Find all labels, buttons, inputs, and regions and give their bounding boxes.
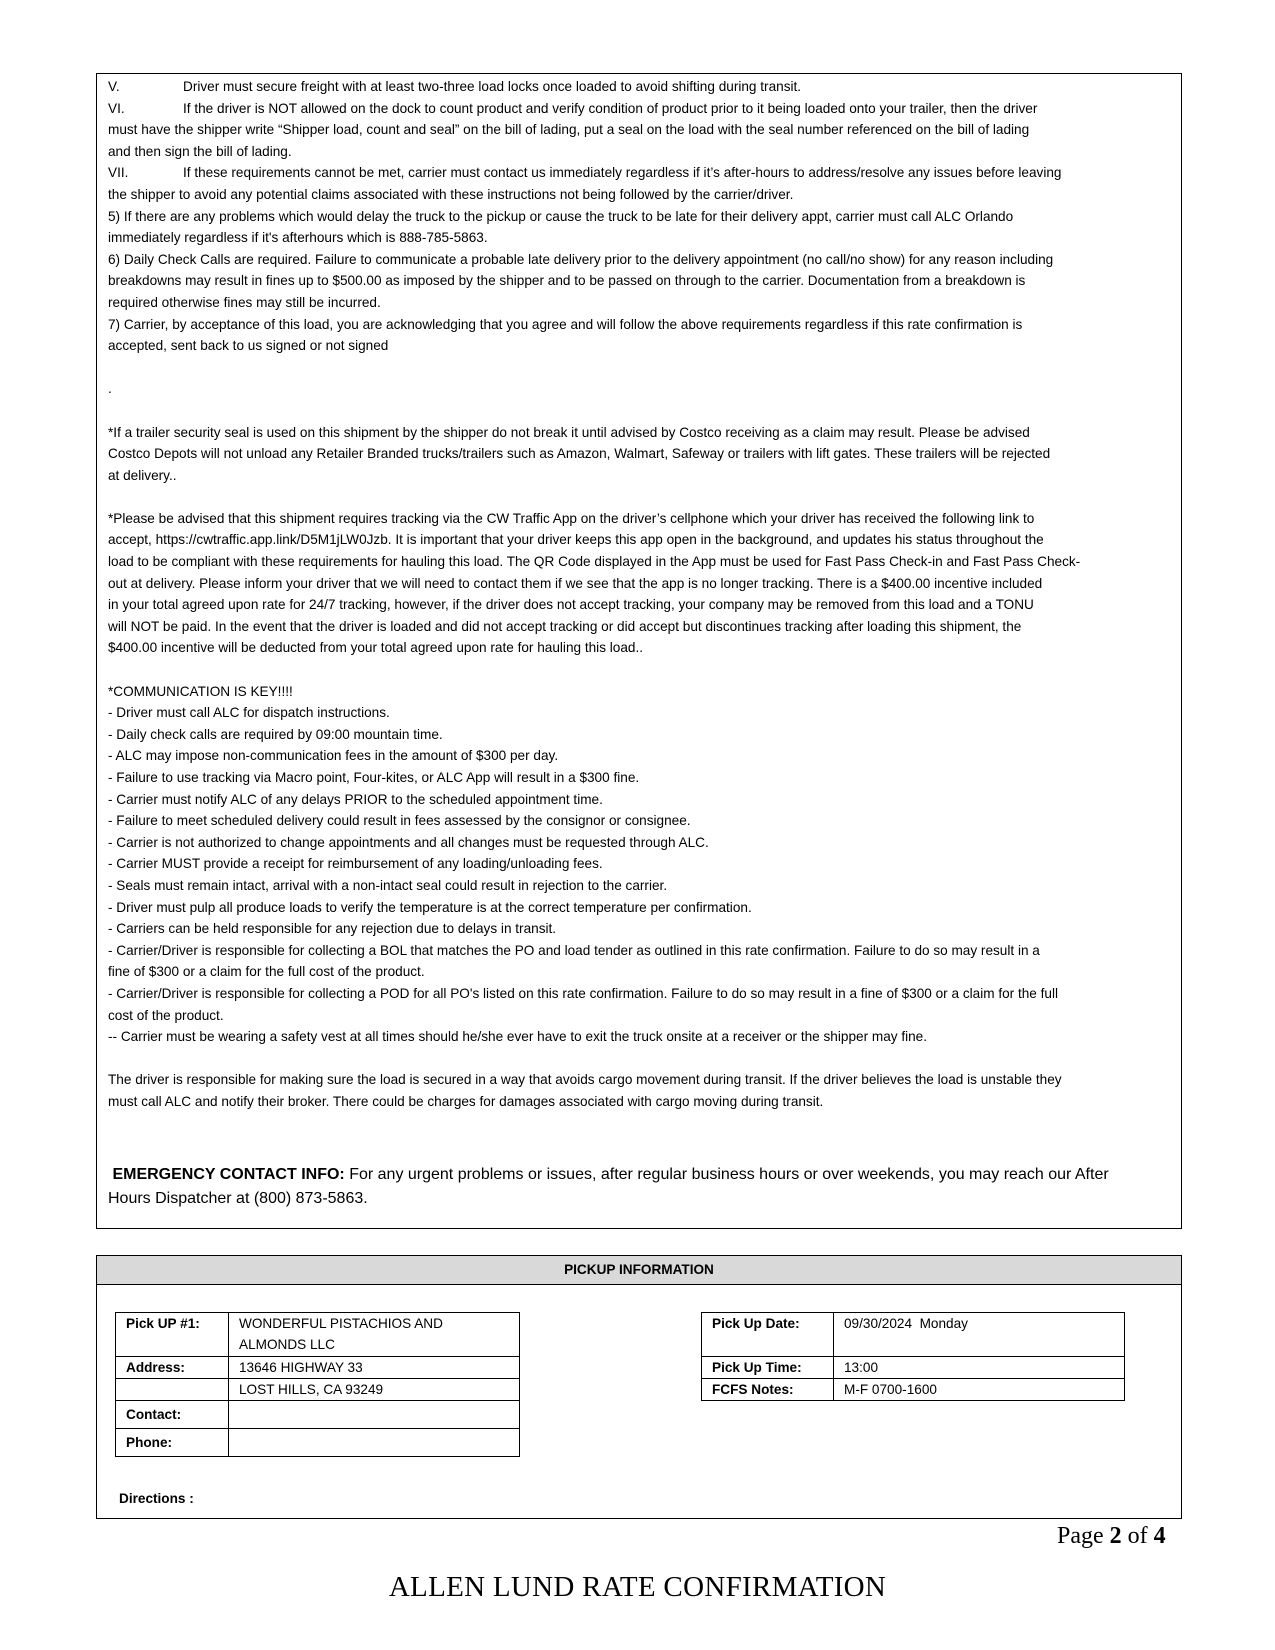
communication-item: - Carrier must notify ALC of any delays PRIOR to the scheduled appointment time. bbox=[108, 791, 603, 807]
communication-item: - Failure to meet scheduled delivery could result in fees assessed by the consignor or consignee. bbox=[108, 813, 691, 829]
pick-up-time-label: Pick Up Time: bbox=[702, 1357, 834, 1379]
table-row bbox=[116, 1429, 520, 1457]
table-row bbox=[702, 1379, 1125, 1401]
pick-up-date-label: Pick Up Date: bbox=[702, 1313, 834, 1357]
seal-note: at delivery.. bbox=[108, 467, 177, 483]
tracking-note: accept, https://cwtraffic.app.link/D5M1jLW0Jzb. It is important that your driver keeps this app open in the background, and updates his status throughout the bbox=[108, 532, 1044, 548]
phone-label: Phone: bbox=[116, 1429, 229, 1457]
term-text: and then sign the bill of lading. bbox=[108, 143, 292, 159]
communication-item: - Carrier MUST provide a receipt for reimbursement of any loading/unloading fees. bbox=[108, 856, 603, 872]
term-item-6: breakdowns may result in fines up to $500.00 as imposed by the shipper and to be passed on through to the carrier. Documentation from a breakdown is bbox=[108, 273, 1026, 289]
emergency-text: Hours Dispatcher at (800) 873-5863. bbox=[108, 1189, 368, 1207]
tracking-note: *Please be advised that this shipment requires tracking via the CW Traffic App on the driver’s cellphone which your driver has received the following link to bbox=[108, 510, 1035, 526]
term-item-6: 6) Daily Check Calls are required. Failure to communicate a probable late delivery prior to the delivery appointment (no call/no show) for any reason including bbox=[108, 251, 1054, 267]
communication-item: - Carriers can be held responsible for any rejection due to delays in transit. bbox=[108, 921, 557, 937]
table-row bbox=[116, 1313, 520, 1357]
phone-value bbox=[229, 1429, 520, 1457]
address-line2: LOST HILLS, CA 93249 bbox=[229, 1379, 520, 1401]
term-text: Driver must secure freight with at least two-three load locks once loaded to avoid shifting during transit. bbox=[183, 79, 802, 94]
table-row bbox=[702, 1357, 1125, 1379]
separator-dot: . bbox=[108, 381, 112, 397]
communication-item: - Seals must remain intact, arrival with a non-intact seal could result in rejection to the carrier. bbox=[108, 877, 668, 893]
term-item-5: immediately regardless if it's afterhours which is 888-785-5863. bbox=[108, 230, 488, 246]
tracking-note: $400.00 incentive will be deducted from your total agreed upon rate for hauling this load.. bbox=[108, 640, 644, 656]
term-text: If these requirements cannot be met, carrier must contact us immediately regardless if it’s after-hours to address/resolve any issues before leaving bbox=[183, 165, 1062, 181]
table-row bbox=[116, 1357, 520, 1379]
communication-item: cost of the product. bbox=[108, 1007, 224, 1023]
term-item-6: required otherwise fines may still be incurred. bbox=[108, 294, 381, 310]
document-title: ALLEN LUND RATE CONFIRMATION bbox=[388, 1571, 887, 1603]
contact-label: Contact: bbox=[116, 1401, 229, 1429]
page-number: Page 2 of 4 bbox=[1057, 1523, 1166, 1549]
term-item-vii bbox=[108, 162, 1172, 184]
seal-note: Costco Depots will not unload any Retailer Branded trucks/trailers such as Amazon, Walmart, Safeway or trailers with lift gates. These trailers will be rejected bbox=[108, 446, 1051, 462]
term-number: VI. bbox=[108, 100, 125, 116]
term-number: VII. bbox=[108, 165, 129, 181]
pick-up-label: Pick UP #1: bbox=[116, 1313, 229, 1357]
fcfs-notes-label: FCFS Notes: bbox=[702, 1379, 834, 1401]
communication-item: - Driver must pulp all produce loads to verify the temperature is at the correct temperature per confirmation. bbox=[108, 899, 752, 915]
communication-item: fine of $300 or a claim for the full cost of the product. bbox=[108, 964, 425, 980]
empty-cell bbox=[116, 1379, 229, 1401]
securing-note: The driver is responsible for making sure the load is secured in a way that avoids cargo movement during transit. If the driver believes the load is unstable they bbox=[108, 1072, 1062, 1088]
fcfs-notes-value: M-F 0700-1600 bbox=[834, 1379, 1125, 1401]
pickup-header: PICKUP INFORMATION bbox=[97, 1256, 1181, 1285]
pickup-location-table bbox=[115, 1312, 520, 1457]
communication-item: -- Carrier must be wearing a safety vest at all times should he/she ever have to exit the truck onsite at a receiver or the shipper may fine. bbox=[108, 1029, 928, 1045]
pick-up-date-value: 09/30/2024 Monday bbox=[834, 1313, 1125, 1357]
emergency-contact bbox=[108, 1163, 1172, 1211]
address-line1: 13646 HIGHWAY 33 bbox=[229, 1357, 520, 1379]
tracking-note: load to be compliant with these requirements for hauling this load. The QR Code displayed in the App must be used for Fast Pass Check-in and Fast Pass Check- bbox=[108, 554, 1081, 570]
table-row bbox=[116, 1401, 520, 1429]
pickup-schedule-table bbox=[701, 1312, 1125, 1401]
term-item-7: 7) Carrier, by acceptance of this load, you are acknowledging that you agree and will follow the above requirements regardless if this rate confirmation is bbox=[108, 316, 1023, 332]
tracking-note: out at delivery. Please inform your driver that we will need to contact them if we see that the app is no longer tracking. There is a $400.00 incentive included bbox=[108, 575, 1043, 591]
term-text: the shipper to avoid any potential claims associated with these instructions not being followed by the carrier/driver. bbox=[108, 186, 794, 202]
term-text: If the driver is NOT allowed on the dock to count product and verify condition of product prior to it being loaded onto your trailer, then the driver bbox=[183, 100, 1038, 116]
term-item-7: accepted, sent back to us signed or not signed bbox=[108, 338, 389, 354]
term-item-5: 5) If there are any problems which would delay the truck to the pickup or cause the truck to be late for their delivery appt, carrier must call ALC Orlando bbox=[108, 208, 1014, 224]
communication-item: - Driver must call ALC for dispatch instructions. bbox=[108, 705, 390, 721]
communication-item: - Carrier/Driver is responsible for collecting a POD for all PO's listed on this rate confirmation. Failure to do so may result in a fine of $300 or a claim for the full bbox=[108, 985, 1059, 1001]
directions-label: Directions : bbox=[119, 1491, 194, 1506]
emergency-text: For any urgent problems or issues, after regular business hours or over weekends, you may reach our After bbox=[344, 1165, 1109, 1183]
communication-item: - Carrier is not authorized to change appointments and all changes must be requested through ALC. bbox=[108, 834, 709, 850]
pick-up-time-value: 13:00 bbox=[834, 1357, 1125, 1379]
shipper-name: WONDERFUL PISTACHIOS AND ALMONDS LLC bbox=[229, 1313, 520, 1357]
communication-item: - Carrier/Driver is responsible for collecting a BOL that matches the PO and load tender as outlined in this rate confirmation. Failure to do so may result in a bbox=[108, 942, 1040, 958]
emergency-label: EMERGENCY CONTACT INFO: bbox=[112, 1165, 345, 1183]
term-item-vi bbox=[108, 98, 1172, 120]
communication-item: - ALC may impose non-communication fees in the amount of $300 per day. bbox=[108, 748, 559, 764]
pickup-information-section bbox=[96, 1255, 1182, 1519]
tracking-note: in your total agreed upon rate for 24/7 tracking, however, if the driver does not accept tracking, your company may be removed from this load and a TONU bbox=[108, 597, 1034, 613]
address-label: Address: bbox=[116, 1357, 229, 1379]
term-number: V. bbox=[108, 79, 120, 94]
securing-note: must call ALC and notify their broker. There could be charges for damages associated with cargo moving during transit. bbox=[108, 1093, 824, 1109]
table-row bbox=[702, 1313, 1125, 1357]
communication-item: - Daily check calls are required by 09:00 mountain time. bbox=[108, 726, 443, 742]
communication-item: - Failure to use tracking via Macro point, Four-kites, or ALC App will result in a $300 fine. bbox=[108, 770, 640, 785]
contact-value bbox=[229, 1401, 520, 1429]
table-row bbox=[116, 1379, 520, 1401]
communication-heading: *COMMUNICATION IS KEY!!!! bbox=[108, 683, 293, 699]
seal-note: *If a trailer security seal is used on this shipment by the shipper do not break it until advised by Costco receiving as a claim may result. Please be advised bbox=[108, 424, 1030, 440]
terms-section bbox=[96, 73, 1182, 1229]
term-text: must have the shipper write “Shipper load, count and seal” on the bill of lading, put a seal on the load with the seal number referenced on the bill of lading bbox=[108, 122, 1030, 138]
tracking-note: will NOT be paid. In the event that the driver is loaded and did not accept tracking or did accept but discontinues tracking after loading this shipment, the bbox=[108, 618, 1022, 634]
term-item-v bbox=[108, 76, 1172, 98]
